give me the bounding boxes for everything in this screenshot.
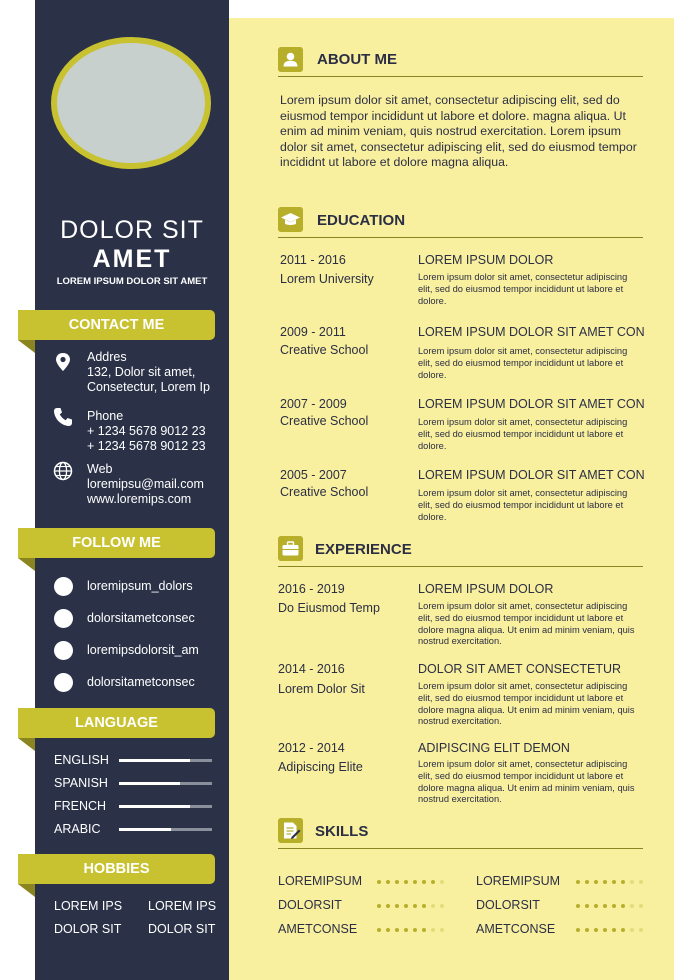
ribbon-fold (18, 738, 35, 751)
skill-name: AMETCONSE (278, 922, 358, 936)
phone-number-2: + 1234 5678 9012 23 (87, 439, 206, 453)
skill-dot (603, 928, 607, 932)
skill-dot (621, 880, 625, 884)
skill-dot (612, 928, 616, 932)
skill-dot (576, 904, 580, 908)
language-level-bar (119, 782, 212, 785)
experience-description: Lorem ipsum dolor sit amet, consectetur adipiscing elit, sed do eiusmod tempor incididunt ut labore et dolore magna aliqua. Ut enim ad minim veniam, quis nostrud exercitation. (418, 759, 635, 805)
skill-dot (386, 880, 390, 884)
skill-dot (440, 928, 444, 932)
skill-dot (422, 880, 426, 884)
contact-heading: CONTACT ME (18, 310, 215, 340)
experience-description: Lorem ipsum dolor sit amet, consectetur adipiscing elit, sed do eiusmod tempor incididunt ut labore et dolore magna aliqua. Ut enim ad minim veniam, quis nostrud exercitation. (418, 601, 635, 647)
social-icon[interactable] (54, 609, 73, 628)
skill-dot (395, 904, 399, 908)
graduation-cap-icon (278, 207, 303, 232)
skill-dot (639, 904, 643, 908)
skill-dot (594, 904, 598, 908)
about-heading: ABOUT ME (317, 51, 397, 68)
phone-icon (53, 407, 73, 427)
section-divider (278, 237, 643, 238)
education-title: LOREM IPSUM DOLOR (418, 253, 554, 267)
skill-dot (404, 880, 408, 884)
web-label: Web (87, 462, 113, 476)
education-description: Lorem ipsum dolor sit amet, consectetur adipiscing elit, sed do eiusmod tempor incididunt ut labore et dolore. (418, 272, 628, 306)
language-name: SPANISH (54, 776, 108, 790)
hobby-item: DOLOR SIT (148, 922, 216, 936)
social-icon[interactable] (54, 673, 73, 692)
skill-dot (386, 928, 390, 932)
experience-years: 2016 - 2019 (278, 582, 345, 596)
name-first-line: DOLOR SIT (60, 216, 204, 244)
social-icon[interactable] (54, 577, 73, 596)
skill-dot (621, 928, 625, 932)
language-level-bar (119, 759, 212, 762)
social-handle[interactable]: dolorsitametconsec (87, 611, 195, 625)
language-name: ARABIC (54, 822, 101, 836)
experience-company: Lorem Dolor Sit (278, 682, 365, 696)
experience-title: LOREM IPSUM DOLOR (418, 582, 554, 596)
skill-dot (386, 904, 390, 908)
ribbon-fold (18, 340, 35, 353)
skill-dot (431, 880, 435, 884)
education-description: Lorem ipsum dolor sit amet, consectetur adipiscing elit, sed do eiusmod tempor incididunt ut labore et dolore. (418, 488, 628, 522)
social-handle[interactable]: loremipsum_dolors (87, 579, 193, 593)
skill-dot (612, 880, 616, 884)
location-pin-icon (53, 352, 73, 372)
skill-dot (377, 928, 381, 932)
skill-dot (585, 928, 589, 932)
phone-number-1: + 1234 5678 9012 23 (87, 424, 206, 438)
education-title: LOREM IPSUM DOLOR SIT AMET CON (418, 468, 645, 482)
profile-subtitle: LOREM IPSUM DOLOR SIT AMET (56, 276, 208, 287)
skill-dot (576, 880, 580, 884)
skill-dot (639, 880, 643, 884)
skills-heading: SKILLS (315, 823, 369, 840)
skill-dot (404, 928, 408, 932)
skill-dot (594, 880, 598, 884)
address-block (87, 350, 210, 395)
skill-dot (440, 880, 444, 884)
about-text: Lorem ipsum dolor sit amet, consectetur adipiscing elit, sed do eiusmod tempor incididunt ut labore et dolore. magna aliqua. Ut enim ad minim veniam, quis nostrud exercitation. Lorem ipsum dolor sit amet, consectetur adipiscing elit, sed do eiusmod tempor incididnt ut labore et dolore magna aliqua. (280, 93, 637, 169)
education-years: 2005 - 2007 (280, 468, 347, 482)
education-years: 2011 - 2016 (280, 253, 346, 267)
phone-block (87, 409, 206, 454)
education-institution: Lorem University (280, 272, 374, 286)
language-level-bar (119, 828, 212, 831)
skill-dot (395, 928, 399, 932)
skill-dot (603, 904, 607, 908)
education-institution: Creative School (280, 414, 369, 428)
skill-name: LOREMIPSUM (278, 874, 363, 888)
language-level-bar (119, 805, 212, 808)
experience-company: Adipiscing Elite (278, 760, 363, 774)
experience-description: Lorem ipsum dolor sit amet, consectetur adipiscing elit, sed do eiusmod tempor incididunt ut labore et dolore magna aliqua. Ut enim ad minim veniam, quis nostrud exercitation. (418, 681, 635, 727)
skill-dot (422, 904, 426, 908)
user-icon (278, 47, 303, 72)
experience-years: 2012 - 2014 (278, 741, 345, 755)
social-handle[interactable]: loremipsdolorsit_am (87, 643, 199, 657)
education-title: LOREM IPSUM DOLOR SIT AMET CON (418, 325, 645, 339)
email-address[interactable]: loremipsu@mail.com (87, 477, 204, 491)
skill-dot (377, 880, 381, 884)
hobby-item: DOLOR SIT (54, 922, 122, 936)
skill-dot (639, 928, 643, 932)
social-icon[interactable] (54, 641, 73, 660)
section-divider (278, 848, 643, 849)
skill-dot (422, 928, 426, 932)
phone-label: Phone (87, 409, 124, 423)
skill-dot (404, 904, 408, 908)
address-line-2: Consetectur, Lorem Ip (87, 380, 210, 394)
skill-dot (621, 904, 625, 908)
education-years: 2009 - 2011 (280, 325, 346, 339)
education-heading: EDUCATION (317, 212, 406, 229)
skill-dot (377, 904, 381, 908)
social-handle[interactable]: dolorsitametconsec (87, 675, 195, 689)
website-link[interactable]: www.loremips.com (87, 492, 192, 506)
address-label: Addres (87, 350, 127, 364)
language-heading: LANGUAGE (18, 708, 215, 738)
education-description: Lorem ipsum dolor sit amet, consectetur adipiscing elit, sed do eiusmod tempor incididunt ut labore et dolore. (418, 417, 628, 451)
skill-dot (413, 904, 417, 908)
education-institution: Creative School (280, 485, 369, 499)
ribbon-fold (18, 558, 35, 571)
experience-heading: EXPERIENCE (315, 541, 412, 558)
experience-company: Do Eiusmod Temp (278, 601, 380, 615)
hobby-item: LOREM IPS (148, 899, 217, 913)
language-name: ENGLISH (54, 753, 109, 767)
profile-photo (51, 37, 211, 169)
skill-name: LOREMIPSUM (476, 874, 561, 888)
education-institution: Creative School (280, 343, 369, 357)
skill-dot (630, 904, 634, 908)
skill-dot (431, 904, 435, 908)
skill-dot (431, 928, 435, 932)
language-name: FRENCH (54, 799, 107, 813)
experience-title: ADIPISCING ELIT DEMON (418, 741, 570, 755)
skill-dot (576, 928, 580, 932)
skill-dot (594, 928, 598, 932)
skill-dot (612, 904, 616, 908)
skill-name: DOLORSIT (476, 898, 540, 912)
skill-dot (413, 928, 417, 932)
experience-years: 2014 - 2016 (278, 662, 345, 676)
experience-title: DOLOR SIT AMET CONSECTETUR (418, 662, 622, 676)
skill-name: AMETCONSE (476, 922, 556, 936)
skill-dot (630, 928, 634, 932)
section-divider (278, 76, 643, 77)
skill-dot (585, 880, 589, 884)
skill-name: DOLORSIT (278, 898, 342, 912)
skill-dot (585, 904, 589, 908)
address-line-1: 132, Dolor sit amet, (87, 365, 196, 379)
skill-dot (630, 880, 634, 884)
name-second-line: AMET (92, 245, 172, 273)
hobbies-heading: HOBBIES (18, 854, 215, 884)
skill-dot (395, 880, 399, 884)
skill-dot (603, 880, 607, 884)
briefcase-icon (278, 536, 303, 561)
web-block (87, 462, 204, 507)
education-years: 2007 - 2009 (280, 397, 347, 411)
hobby-item: LOREM IPS (54, 899, 123, 913)
globe-icon (53, 461, 73, 481)
document-edit-icon (278, 818, 303, 843)
ribbon-fold (18, 884, 35, 897)
follow-heading: FOLLOW ME (18, 528, 215, 558)
education-title: LOREM IPSUM DOLOR SIT AMET CON (418, 397, 645, 411)
skill-dot (413, 880, 417, 884)
section-divider (278, 566, 643, 567)
education-description: Lorem ipsum dolor sit amet, consectetur adipiscing elit, sed do eiusmod tempor incididunt ut labore et dolore. (418, 346, 628, 380)
skill-dot (440, 904, 444, 908)
